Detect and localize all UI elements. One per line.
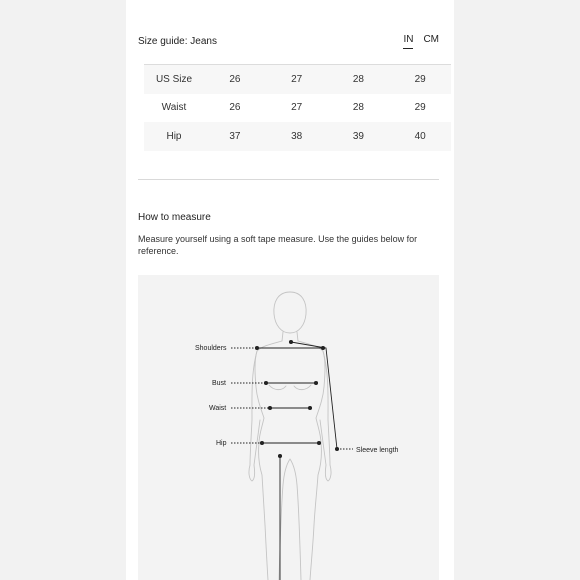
label-bust: Bust xyxy=(212,380,227,387)
section-divider xyxy=(138,179,439,180)
how-to-measure-title: How to measure xyxy=(138,212,211,223)
size-table xyxy=(144,64,451,151)
label-waist: Waist xyxy=(209,405,227,412)
table-cell: 38 xyxy=(291,130,303,142)
unit-tab-in[interactable]: IN xyxy=(403,34,413,49)
measurement-figure xyxy=(138,275,439,580)
table-cell: 37 xyxy=(229,130,241,142)
table-row-us-size xyxy=(144,65,451,94)
body-silhouette xyxy=(249,292,331,580)
table-cell: 26 xyxy=(229,102,241,114)
table-cell: 28 xyxy=(352,73,364,85)
measurement-lines xyxy=(231,340,353,580)
label-hip: Hip xyxy=(216,440,227,447)
table-cell: 26 xyxy=(229,73,241,85)
table-cell: 27 xyxy=(291,73,303,85)
row-label: Hip xyxy=(166,130,182,142)
row-label: US Size xyxy=(155,73,193,85)
label-shoulders: Shoulders xyxy=(195,345,227,352)
label-sleeve-length: Sleeve length xyxy=(356,447,399,454)
table-row-waist xyxy=(144,94,451,123)
how-to-measure-description: Measure yourself using a soft tape measure. Use the guides below for reference. xyxy=(138,234,418,256)
table-cell: 29 xyxy=(414,102,426,114)
table-cell: 39 xyxy=(352,130,364,142)
row-label: Waist xyxy=(161,102,187,114)
table-cell: 40 xyxy=(414,130,426,142)
unit-toggle xyxy=(403,34,439,49)
table-cell: 29 xyxy=(414,73,426,85)
table-cell: 27 xyxy=(291,102,303,114)
table-row-hip xyxy=(144,122,451,151)
size-guide-title: Size guide: Jeans xyxy=(138,36,217,47)
body-outline-illustration xyxy=(138,275,439,580)
unit-tab-cm[interactable]: CM xyxy=(423,34,439,45)
size-guide-header xyxy=(138,30,439,54)
table-cell: 28 xyxy=(352,102,364,114)
